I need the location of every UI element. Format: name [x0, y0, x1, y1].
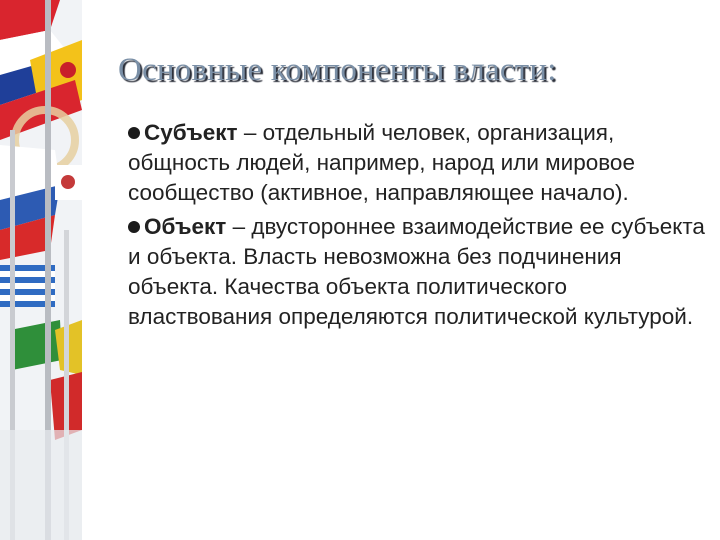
slide-title: Основные компоненты власти:: [118, 52, 557, 88]
bullet-icon: [128, 127, 140, 139]
bullet-text: – отдельный человек, организация, общность людей, например, народ или мировое сообщество (активное, направляющее начало).: [128, 120, 635, 205]
bullet-term: Субъект: [144, 120, 238, 145]
bullet-text: – двустороннее взаимодействие ее субъекта и объекта. Власть невозможна без подчинения объекта. Качества объекта политического властвования определяются политической культурой.: [128, 214, 705, 329]
bullet-subject: [128, 118, 708, 208]
bullet-icon: [128, 221, 140, 233]
bullet-object: [128, 212, 708, 332]
bullet-list: [128, 118, 708, 336]
bullet-term: Объект: [144, 214, 227, 239]
